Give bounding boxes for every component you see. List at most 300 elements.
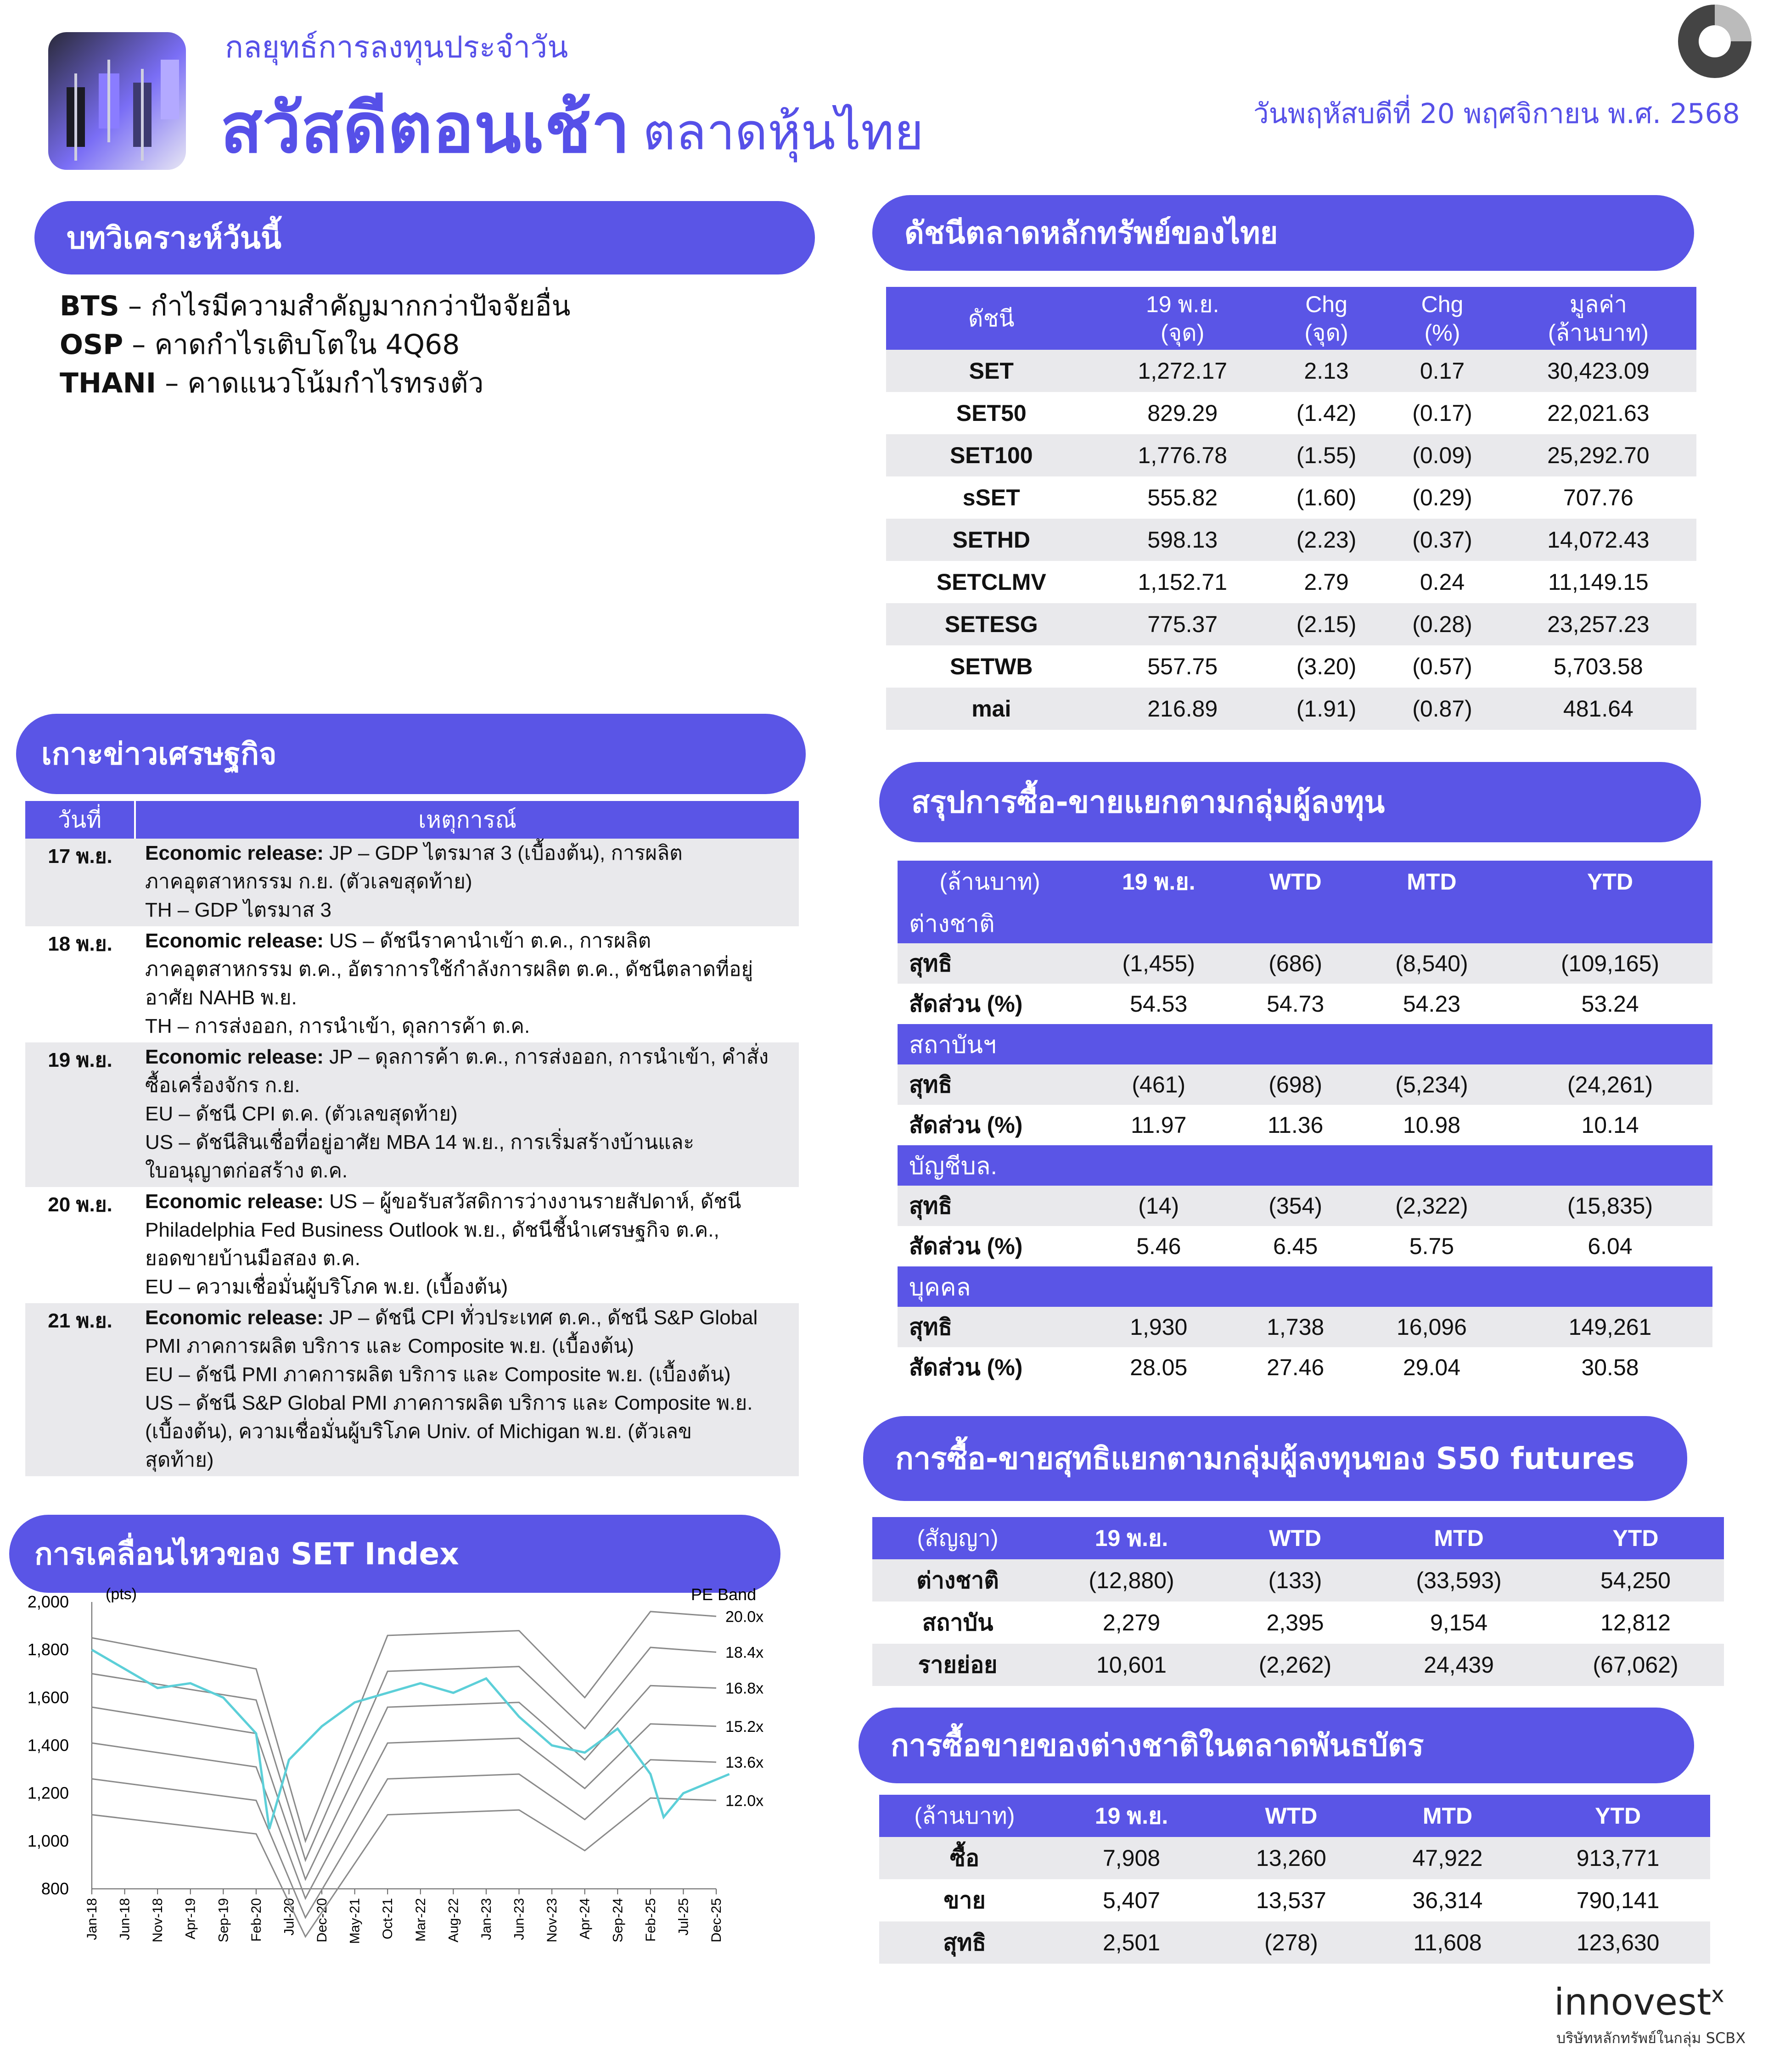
table-cell: สุทธิ: [879, 1921, 1050, 1964]
event-text: ซื้อเครื่องจักร ก.ย.: [145, 1074, 300, 1097]
table-cell: 54.73: [1267, 991, 1325, 1017]
econ-title: เกาะข่าวเศรษฐกิจ: [16, 714, 806, 794]
event-label: Economic release:: [145, 1046, 324, 1068]
table-cell: (2,262): [1220, 1644, 1370, 1686]
set-index-chart: [0, 1584, 790, 1997]
event-line: [145, 1216, 798, 1244]
event-text: EU – ดัชนี PMI ภาคการผลิต บริการ และ Composite พ.ย. (เบื้องต้น): [145, 1363, 731, 1386]
table-cell: 54,250: [1547, 1559, 1724, 1602]
y-tick-label: 2,000: [27, 1592, 69, 1611]
table-cell: SET100: [886, 434, 1097, 476]
table-cell: 775.37: [1097, 603, 1269, 645]
table-cell: 54.53: [1130, 991, 1188, 1017]
table-cell: (0.29): [1412, 485, 1472, 510]
table-row: [872, 1559, 1724, 1602]
x-tick-label: Jan-18: [84, 1898, 100, 1940]
table-cell: 481.64: [1500, 688, 1696, 730]
futures-table: [872, 1517, 1724, 1686]
col-header: 19 พ.ย.: [1082, 861, 1235, 903]
table-cell: 10.98: [1403, 1112, 1460, 1138]
table-cell: 18 พ.ย.: [48, 933, 112, 955]
pe-band-line: [92, 1724, 716, 1898]
analysis-item[interactable]: [60, 287, 571, 325]
table-cell: (33,593): [1370, 1559, 1547, 1602]
table-cell: SETHD: [886, 519, 1097, 561]
event-line: [145, 896, 798, 924]
footer-brand-name: innovest: [1554, 1981, 1712, 2023]
table-cell: 14,072.43: [1500, 519, 1696, 561]
event-cell: [135, 926, 799, 1042]
table-row: [886, 688, 1696, 730]
event-text: EU – ดัชนี CPI ต.ค. (ตัวเลขสุดท้าย): [145, 1103, 458, 1125]
indices-table: [886, 287, 1696, 730]
event-line: [145, 1361, 798, 1389]
table-header-row: [886, 287, 1696, 350]
table-cell: 2.79: [1304, 569, 1349, 595]
x-tick-label: Jun-23: [511, 1898, 527, 1940]
event-line: [145, 1012, 798, 1041]
table-cell: (5,234): [1356, 1064, 1508, 1105]
table-row: [886, 519, 1696, 561]
col-header: (ล้านบาท): [879, 1795, 1050, 1837]
group-header-row: [898, 1145, 1712, 1186]
table-cell: mai: [886, 688, 1097, 730]
table-row: [886, 434, 1696, 476]
table-cell: 27.46: [1267, 1355, 1325, 1380]
col-header: ดัชนี: [886, 287, 1097, 350]
table-cell: SETCLMV: [936, 569, 1046, 595]
table-row: [25, 1187, 799, 1303]
table-cell: 790,141: [1576, 1887, 1660, 1913]
table-row: [898, 1347, 1712, 1388]
x-tick-label: May-21: [347, 1898, 363, 1944]
event-text: (เบื้องต้น), ความเชื่อมั่นผู้บริโภค Univ. of Michigan พ.ย. (ตัวเลข: [145, 1420, 692, 1443]
table-cell: (1.60): [1296, 485, 1357, 510]
col-header: 19 พ.ย.: [1043, 1517, 1220, 1559]
table-cell: 11.97: [1131, 1112, 1187, 1138]
table-cell: 22,021.63: [1547, 400, 1650, 426]
table-cell: 12,812: [1600, 1610, 1671, 1635]
event-text: US – ผู้ขอรับสวัสดิการว่างงานรายสัปดาห์, ดัชนี: [323, 1190, 741, 1213]
x-tick-label: Jun-18: [117, 1898, 133, 1940]
x-tick-label: Apr-24: [577, 1898, 593, 1940]
brand-mark-icon: [1676, 2, 1754, 80]
flows-table: [898, 861, 1712, 1388]
table-cell: สุทธิ: [898, 1186, 1082, 1226]
col-header: WTD: [1220, 1517, 1370, 1559]
x-tick-label: Nov-23: [544, 1898, 560, 1943]
table-row: [25, 839, 799, 926]
table-cell: 21 พ.ย.: [25, 1303, 135, 1476]
table-cell: SET: [886, 350, 1097, 392]
table-cell: 149,261: [1508, 1307, 1712, 1347]
event-line: [145, 1157, 798, 1185]
footer-brand-x: x: [1711, 1982, 1724, 2008]
table-cell: 6.04: [1588, 1233, 1633, 1259]
header-kicker: กลยุทธ์การลงทุนประจำวัน: [225, 29, 568, 65]
table-cell: 216.89: [1097, 688, 1269, 730]
event-text: PMI ภาคการผลิต บริการ และ Composite พ.ย. (เบื้องต้น): [145, 1335, 634, 1357]
analysis-item[interactable]: [60, 325, 571, 364]
table-cell: 20 พ.ย.: [48, 1193, 112, 1216]
table-cell: 5.46: [1136, 1233, 1181, 1259]
col-header: วันที่: [25, 801, 135, 839]
table-cell: 1,152.71: [1138, 569, 1228, 595]
table-cell: (3.20): [1296, 654, 1357, 679]
table-cell: (12,880): [1043, 1559, 1220, 1602]
pe-band-line: [92, 1760, 716, 1918]
table-cell: 5.75: [1409, 1233, 1454, 1259]
event-line: [145, 1389, 798, 1417]
event-line: [145, 927, 798, 955]
table-row: [898, 1226, 1712, 1266]
table-cell: 30,423.09: [1500, 350, 1696, 392]
table-cell: 829.29: [1147, 400, 1218, 426]
col-header: YTD: [1547, 1517, 1724, 1559]
event-label: Economic release:: [145, 842, 324, 864]
event-cell: [135, 1187, 799, 1303]
y-tick-label: 1,200: [27, 1783, 69, 1803]
analysis-text: – คาดแนวโน้มกำไรทรงตัว: [156, 367, 484, 399]
x-tick-label: Dec-20: [314, 1898, 330, 1943]
table-cell: ซื้อ: [879, 1837, 1050, 1879]
event-text: JP – GDP ไตรมาส 3 (เบื้องต้น), การผลิต: [323, 842, 683, 864]
table-cell: (0.28): [1384, 603, 1500, 645]
col-header: 19 พ.ย. (จุด): [1097, 287, 1269, 350]
table-row: [898, 1064, 1712, 1105]
table-row: [886, 645, 1696, 688]
y-axis-label: (pts): [106, 1585, 137, 1603]
analysis-ticker: THANI: [60, 367, 157, 399]
table-cell: (15,835): [1508, 1186, 1712, 1226]
table-cell: 5,703.58: [1554, 654, 1643, 679]
table-cell: (1.91): [1269, 688, 1384, 730]
analysis-item[interactable]: [60, 364, 571, 403]
table-header-row: [25, 801, 799, 839]
table-cell: 9,154: [1430, 1610, 1488, 1635]
event-text: ภาคอุตสาหกรรม ต.ค., อัตราการใช้กำลังการผลิต ต.ค., ดัชนีตลาดที่อยู่: [145, 958, 753, 980]
event-line: [145, 1332, 798, 1361]
x-tick-label: Feb-25: [643, 1898, 658, 1942]
col-header: YTD: [1526, 1795, 1710, 1837]
y-tick-label: 1,800: [27, 1640, 69, 1659]
pe-band-label: 18.4x: [725, 1644, 764, 1662]
event-line: [145, 1128, 798, 1157]
table-row: [886, 392, 1696, 434]
table-cell: 28.05: [1130, 1355, 1188, 1380]
table-row: [872, 1644, 1724, 1686]
table-header-row: [898, 861, 1712, 903]
x-tick-label: Jul-20: [281, 1898, 297, 1936]
table-cell: 598.13: [1097, 519, 1269, 561]
table-cell: (698): [1235, 1064, 1355, 1105]
table-cell: (2.15): [1269, 603, 1384, 645]
table-cell: (278): [1213, 1921, 1370, 1964]
table-cell: (0.57): [1412, 654, 1472, 679]
table-cell: 10.14: [1581, 1112, 1639, 1138]
table-row: [879, 1837, 1710, 1879]
table-cell: บัญชีบล.: [898, 1145, 1712, 1186]
event-line: [145, 1071, 798, 1100]
event-line: [145, 955, 798, 984]
event-text: ใบอนุญาตก่อสร้าง ต.ค.: [145, 1159, 348, 1182]
table-cell: 707.76: [1563, 485, 1633, 510]
event-text: EU – ความเชื่อมั่นผู้บริโภค พ.ย. (เบื้องต้น): [145, 1276, 508, 1298]
table-cell: 1,930: [1082, 1307, 1235, 1347]
bonds-table: [879, 1795, 1710, 1964]
y-tick-label: 1,000: [27, 1831, 69, 1850]
table-cell: (354): [1235, 1186, 1355, 1226]
col-header: WTD: [1213, 1795, 1370, 1837]
table-cell: 23,257.23: [1500, 603, 1696, 645]
table-cell: 19 พ.ย.: [25, 1042, 135, 1187]
table-cell: 2,279: [1102, 1610, 1161, 1635]
table-row: [886, 476, 1696, 519]
table-cell: (1.55): [1269, 434, 1384, 476]
table-cell: บุคคล: [898, 1266, 1712, 1307]
event-cell: [135, 1303, 799, 1476]
event-line: [145, 1043, 798, 1071]
x-tick-label: Apr-19: [183, 1898, 198, 1940]
table-cell: 11,608: [1370, 1921, 1526, 1964]
col-header: Chg (%): [1384, 287, 1500, 350]
table-cell: 13,537: [1256, 1887, 1326, 1913]
table-cell: (0.09): [1384, 434, 1500, 476]
analysis-text: – คาดกำไรเติบโตใน 4Q68: [123, 329, 460, 361]
table-cell: 10,601: [1043, 1644, 1220, 1686]
table-cell: 29.04: [1403, 1355, 1460, 1380]
table-cell: (14): [1082, 1186, 1235, 1226]
table-cell: สุทธิ: [898, 1307, 1082, 1347]
analysis-ticker: OSP: [60, 329, 123, 361]
group-header-row: [898, 1266, 1712, 1307]
table-cell: (1,455): [1082, 943, 1235, 984]
table-cell: 123,630: [1526, 1921, 1710, 1964]
table-cell: (686): [1235, 943, 1355, 984]
header-date: วันพฤหัสบดีที่ 20 พฤศจิกายน พ.ศ. 2568: [1253, 98, 1740, 130]
x-tick-label: Jan-23: [478, 1898, 494, 1940]
table-row: [886, 603, 1696, 645]
table-cell: 1,272.17: [1097, 350, 1269, 392]
table-cell: ขาย: [943, 1887, 986, 1913]
table-cell: (2.23): [1269, 519, 1384, 561]
table-cell: (0.37): [1384, 519, 1500, 561]
table-cell: ต่างชาติ: [872, 1559, 1043, 1602]
x-tick-label: Feb-20: [248, 1898, 264, 1942]
table-cell: SETESG: [886, 603, 1097, 645]
event-line: [145, 868, 798, 896]
table-cell: สถาบันฯ: [898, 1024, 1712, 1064]
col-header: YTD: [1508, 861, 1712, 903]
event-text: สุดท้าย): [145, 1449, 214, 1471]
event-text: US – ดัชนีสินเชื่อที่อยู่อาศัย MBA 14 พ.ย., การเริ่มสร้างบ้านและ: [145, 1131, 695, 1154]
event-text: ภาคอุตสาหกรรม ก.ย. (ตัวเลขสุดท้าย): [145, 870, 472, 893]
table-cell: (67,062): [1547, 1644, 1724, 1686]
x-tick-label: Oct-21: [380, 1898, 396, 1940]
event-line: [145, 1304, 798, 1332]
table-header-row: [879, 1795, 1710, 1837]
table-cell: 11.36: [1267, 1112, 1324, 1138]
table-cell: 913,771: [1526, 1837, 1710, 1879]
x-tick-label: Dec-25: [709, 1898, 724, 1943]
table-cell: สัดส่วน (%): [909, 991, 1023, 1017]
table-cell: สัดส่วน (%): [909, 1354, 1023, 1380]
event-label: Economic release:: [145, 1306, 324, 1329]
table-row: [898, 1186, 1712, 1226]
table-row: [898, 943, 1712, 984]
table-cell: 5,407: [1102, 1887, 1161, 1913]
pe-band-line: [92, 1612, 716, 1841]
event-text: US – ดัชนีราคานำเข้า ต.ค., การผลิต: [323, 930, 651, 952]
col-header: MTD: [1370, 1517, 1547, 1559]
table-cell: 24,439: [1370, 1644, 1547, 1686]
col-header: มูลค่า (ล้านบาท): [1500, 287, 1696, 350]
table-row: [886, 561, 1696, 603]
event-text: JP – ดุลการค้า ต.ค., การส่งออก, การนำเข้า, คำสั่ง: [323, 1046, 769, 1068]
table-cell: (2,322): [1356, 1186, 1508, 1226]
table-cell: ต่างชาติ: [898, 903, 1712, 943]
table-cell: (8,540): [1356, 943, 1508, 984]
event-text: TH – GDP ไตรมาส 3: [145, 899, 331, 921]
group-header-row: [898, 903, 1712, 943]
footer-brand: [1554, 1981, 1724, 2023]
col-header: เหตุการณ์: [135, 801, 799, 839]
table-cell: 555.82: [1147, 485, 1218, 510]
x-tick-label: Sep-24: [610, 1898, 626, 1943]
table-cell: (133): [1220, 1559, 1370, 1602]
event-text: JP – ดัชนี CPI ทั่วประเทศ ต.ค., ดัชนี S&P Global: [323, 1306, 758, 1329]
flows-title: สรุปการซื้อ-ขายแยกตามกลุ่มผู้ลงทุน: [879, 762, 1701, 842]
table-row: [898, 1307, 1712, 1347]
pe-band-label: 16.8x: [725, 1680, 764, 1697]
event-line: [145, 1446, 798, 1474]
table-cell: สุทธิ: [898, 943, 1082, 984]
table-cell: รายย่อย: [872, 1644, 1043, 1686]
chart-title: การเคลื่อนไหวของ SET Index: [9, 1515, 780, 1593]
table-cell: 0.17: [1384, 350, 1500, 392]
table-cell: 13,260: [1213, 1837, 1370, 1879]
table-cell: 1,776.78: [1097, 434, 1269, 476]
header-logo-icon: [48, 32, 186, 170]
table-cell: 25,292.70: [1500, 434, 1696, 476]
table-cell: (109,165): [1508, 943, 1712, 984]
y-tick-label: 1,600: [27, 1688, 69, 1707]
header-title-bold: สวัสดีตอนเช้า: [220, 89, 630, 168]
table-cell: SET50: [956, 400, 1027, 426]
bonds-title: การซื้อขายของต่างชาติในตลาดพันธบัตร: [859, 1708, 1694, 1783]
table-cell: สัดส่วน (%): [909, 1112, 1023, 1138]
table-cell: 30.58: [1581, 1355, 1639, 1380]
footer-tagline: บริษัทหลักทรัพย์ในกลุ่ม SCBX: [1556, 2029, 1746, 2047]
analysis-title: บทวิเคราะห์วันนี้: [34, 201, 815, 274]
table-cell: (461): [1082, 1064, 1235, 1105]
col-header: MTD: [1370, 1795, 1526, 1837]
y-tick-label: 1,400: [27, 1736, 69, 1755]
table-cell: (1.42): [1296, 400, 1357, 426]
col-header: Chg (จุด): [1269, 287, 1384, 350]
event-label: Economic release:: [145, 1190, 324, 1213]
x-tick-label: Mar-22: [413, 1898, 428, 1942]
table-header-row: [872, 1517, 1724, 1559]
table-cell: 54.23: [1403, 991, 1460, 1017]
table-row: [886, 350, 1696, 392]
table-cell: 6.45: [1273, 1233, 1318, 1259]
pe-band-label: 12.0x: [725, 1792, 764, 1810]
table-cell: 2,395: [1266, 1610, 1324, 1635]
table-cell: 11,149.15: [1548, 569, 1649, 595]
table-row: [25, 1303, 799, 1476]
table-row: [25, 926, 799, 1042]
indices-title: ดัชนีตลาดหลักทรัพย์ของไทย: [872, 195, 1694, 271]
table-cell: สุทธิ: [898, 1064, 1082, 1105]
table-row: [898, 984, 1712, 1024]
table-cell: (0.87): [1384, 688, 1500, 730]
event-line: [145, 984, 798, 1012]
table-cell: 17 พ.ย.: [25, 839, 135, 926]
event-text: Philadelphia Fed Business Outlook พ.ย., ดัชนีชี้นำเศรษฐกิจ ต.ค.,: [145, 1219, 719, 1241]
x-tick-label: Aug-22: [446, 1898, 461, 1943]
event-label: Economic release:: [145, 930, 324, 952]
col-header: 19 พ.ย.: [1050, 1795, 1213, 1837]
table-cell: สัดส่วน (%): [909, 1233, 1023, 1259]
event-line: [145, 1417, 798, 1446]
event-cell: [135, 839, 799, 926]
table-row: [872, 1602, 1724, 1644]
table-cell: 2.13: [1269, 350, 1384, 392]
analysis-ticker: BTS: [60, 290, 119, 322]
x-tick-label: Nov-18: [150, 1898, 166, 1943]
x-tick-label: Sep-19: [216, 1898, 231, 1943]
futures-title: การซื้อ-ขายสุทธิแยกตามกลุ่มผู้ลงทุนของ S50 futures: [863, 1416, 1687, 1501]
col-header: WTD: [1235, 861, 1355, 903]
pe-band-line: [92, 1647, 716, 1860]
event-text: ยอดขายบ้านมือสอง ต.ค.: [145, 1247, 360, 1270]
x-tick-label: Jul-25: [676, 1898, 691, 1936]
legend-title: PE Band: [691, 1585, 757, 1604]
event-text: US – ดัชนี S&P Global PMI ภาคการผลิต บริการ และ Composite พ.ย.: [145, 1392, 753, 1414]
table-cell: 2,501: [1050, 1921, 1213, 1964]
table-cell: (0.17): [1412, 400, 1472, 426]
event-line: [145, 1187, 798, 1216]
table-cell: sSET: [962, 485, 1020, 510]
table-cell: (24,261): [1508, 1064, 1712, 1105]
table-row: [898, 1105, 1712, 1145]
table-cell: SETWB: [950, 654, 1033, 679]
event-line: [145, 1273, 798, 1301]
table-row: [879, 1921, 1710, 1964]
analysis-list: [60, 287, 571, 403]
pe-band-label: 15.2x: [725, 1718, 764, 1736]
event-text: อาศัย NAHB พ.ย.: [145, 986, 297, 1009]
table-cell: 557.75: [1147, 654, 1218, 679]
header-title-light: ตลาดหุ้นไทย: [643, 102, 924, 161]
pe-band-label: 20.0x: [725, 1608, 764, 1626]
table-cell: 0.24: [1420, 569, 1465, 595]
group-header-row: [898, 1024, 1712, 1064]
event-text: TH – การส่งออก, การนำเข้า, ดุลการค้า ต.ค.: [145, 1015, 530, 1037]
y-tick-label: 800: [41, 1879, 69, 1898]
table-cell: 53.24: [1581, 991, 1639, 1017]
event-line: [145, 1244, 798, 1273]
table-cell: สถาบัน: [922, 1609, 994, 1635]
event-line: [145, 1100, 798, 1128]
table-cell: 1,738: [1235, 1307, 1355, 1347]
pe-band-label: 13.6x: [725, 1753, 764, 1771]
table-cell: 16,096: [1356, 1307, 1508, 1347]
col-header: MTD: [1356, 861, 1508, 903]
table-row: [25, 1042, 799, 1187]
col-header: (ล้านบาท): [898, 861, 1082, 903]
